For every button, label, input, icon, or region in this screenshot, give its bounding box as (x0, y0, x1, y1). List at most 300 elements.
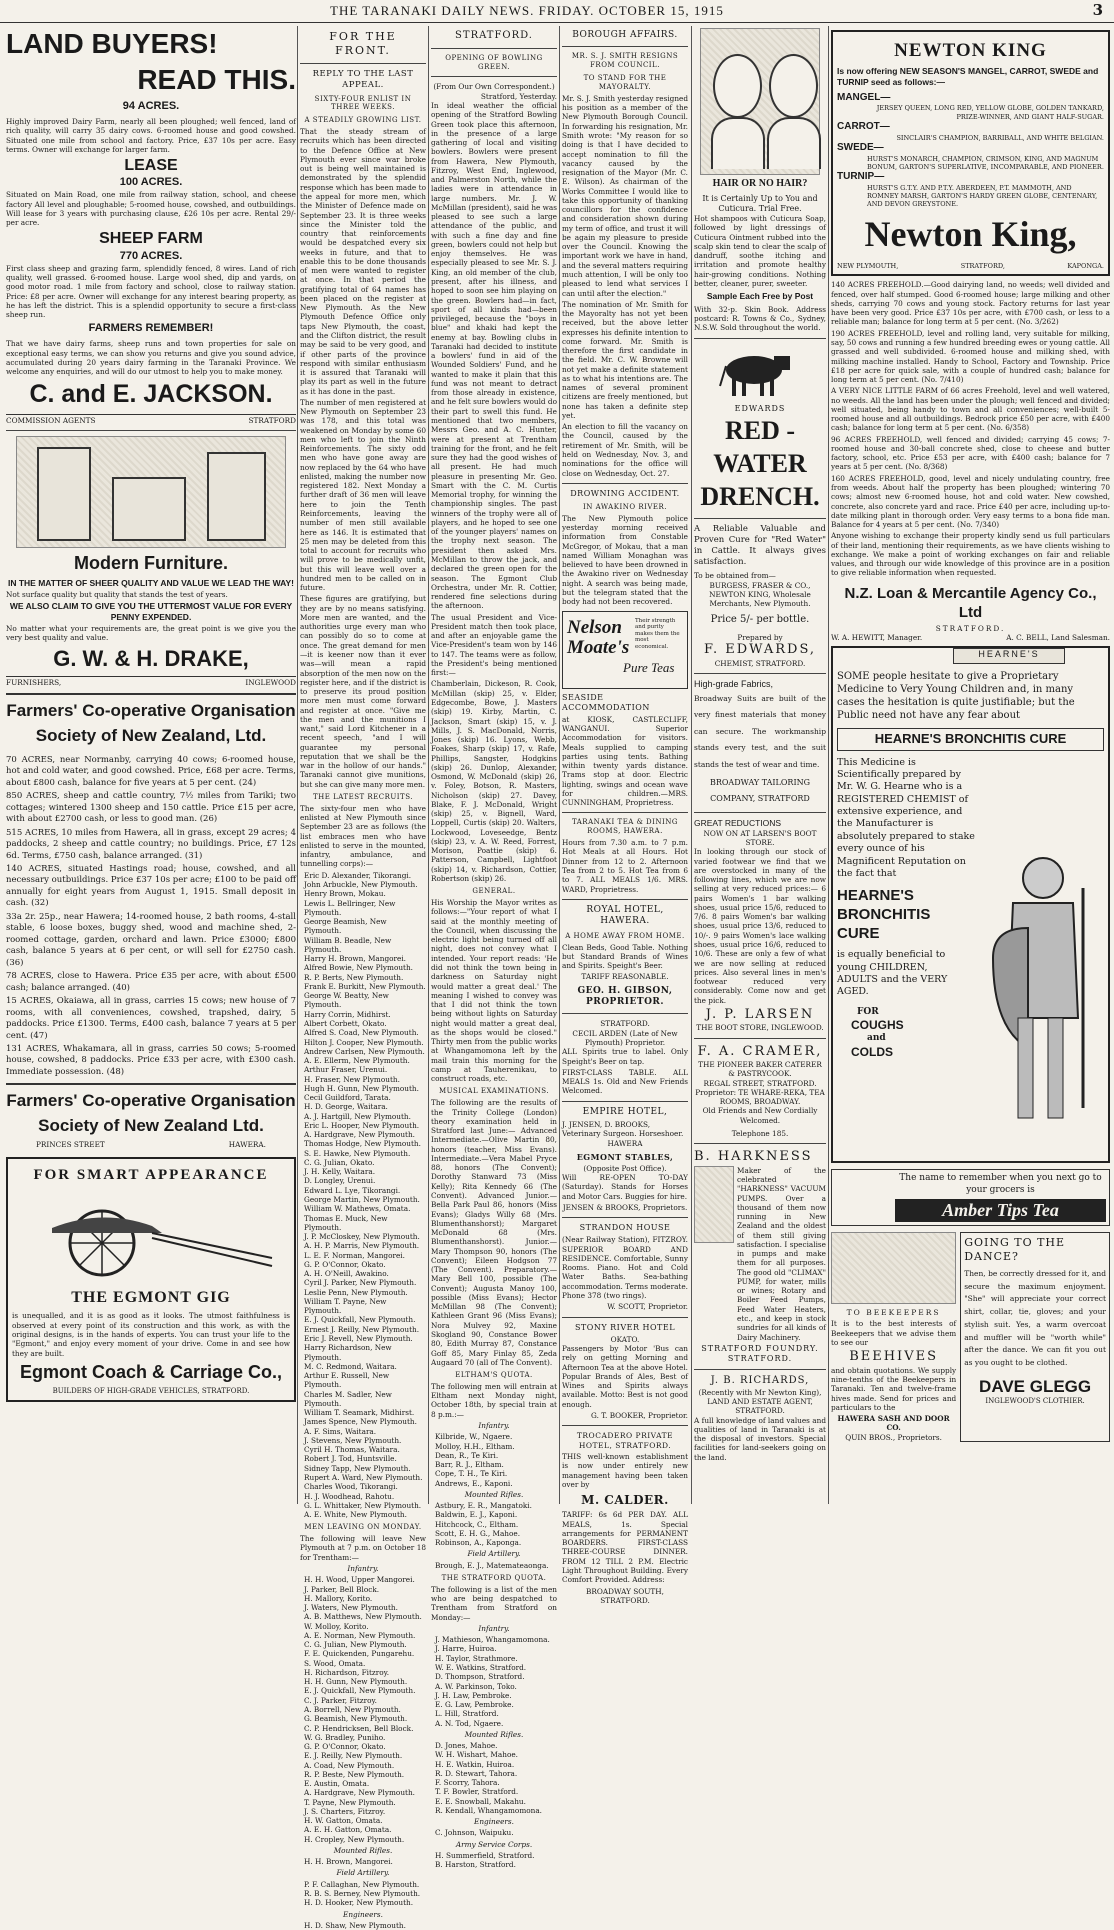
ad-subheading: It is Certainly Up to You and Cuticura. Trial Free. (702, 193, 818, 213)
property-listing: 850 ACRES, sheep and cattle country, 7½ miles from Tariki; two cottages; wintered 1300 sheep and 150 cattle. Price £15 per acre, with about £2700 cash, or less to good man. (26) (6, 791, 296, 825)
ad-text: ALL Spirits true to label. Only Speight's Beer on tap. (562, 1047, 688, 1066)
recruit-name: E. E. Snowball, Makahu. (435, 1796, 526, 1806)
egmont-gig-text: is unequalled, and it is as good as it looks. The utmost faithfulness is observed at every point of its construction and this work, as with the original designs, is in the hands of experts. You can trust your life to the "Egmont," and enjoy every moment of your drive. Come in and see how they are built. (12, 1311, 290, 1358)
jackson-name: C. and E. JACKSON. (29, 380, 273, 409)
recruit-name: C. Johnson, Waipuku. (435, 1828, 514, 1838)
recruit-name: H. Summerfield, Stratford. (435, 1851, 535, 1861)
recruit-name: William W. Mathews, Omata. (304, 1204, 411, 1214)
ad-text: (Near Railway Station), FITZROY. SUPERIOR BOARD AND RESIDENCE. Comfortable, Sunny Rooms. Piano. Hot and Cold Water Baths. Sea-bathing accommodation. Terms moderate. Phone 378 (two rings). (562, 1235, 688, 1301)
stratford-infantry (435, 1635, 557, 1728)
engineers-list (304, 1921, 426, 1930)
section-heading: DROWNING ACCIDENT. (570, 488, 680, 498)
red-water-drench-ad (694, 344, 826, 668)
recruit-name: H. Cropley, New Plymouth. (304, 1834, 405, 1844)
ad-text: FIRST-CLASS TABLE. ALL MEALS 1s. Old and New Friends Welcomed. (562, 1067, 688, 1096)
ad-text: is equally beneficial to young CHILDREN, ADULTS and the VERY AGED. (837, 949, 948, 998)
page-number: 3 (1092, 1, 1104, 19)
recruit-name: L. Hill, Stratford. (435, 1709, 499, 1719)
land-buyers-title: LAND BUYERS! (6, 28, 218, 59)
cow-illustration (694, 344, 820, 402)
recruit-name: Charles Wood, Tikorangi. (304, 1482, 398, 1492)
cooperative-heading: Farmers' Co-operative Organisation (6, 700, 296, 720)
ad-text: To be obtained from— (694, 571, 776, 581)
ad-text: REGAL STREET, STRATFORD. (703, 1078, 817, 1088)
section-heading: GENERAL. (472, 887, 516, 896)
farm-listings (831, 280, 1110, 529)
recruit-name: Hitchcock, C., Eltham. (435, 1519, 519, 1529)
unit-heading: Infantry. (347, 1563, 379, 1573)
recruit-name: Albert Corbett, Okato. (304, 1018, 387, 1028)
ad-text: (Recently with Mr Newton King), LAND AND ESTATE AGENT, STRATFORD. (698, 1387, 822, 1416)
ad-heading: GREAT REDUCTIONS (694, 818, 782, 828)
recruit-name: D. Thompson, Stratford. (435, 1672, 525, 1682)
lease-acres: 100 ACRES. (119, 176, 183, 189)
ad-text: CHEMIST, STRATFORD. (714, 658, 806, 668)
newspaper-title: THE TARANAKI DAILY NEWS. FRIDAY. OCTOBER 15, 1915 (330, 3, 724, 18)
stratford-engineers (435, 1828, 557, 1837)
farmers-remember-text: That we have dairy farms, sheep runs and town properties for sale on exceptional easy terms, we can show you returns and give you sound advice, accumulated during 20 years dairy farming in the Taranaki Province. We welcome any enquiries, and will do our utmost to help you to make money. (6, 339, 296, 377)
cure-text: CURE (837, 925, 880, 943)
ad-text: THE PIONEER BAKER CATERER & PASTRYCOOK. (698, 1060, 822, 1079)
article-deck: A STEADILY GROWING LIST. (304, 116, 422, 125)
recruit-name: H. H. Gunn, New Plymouth. (304, 1677, 408, 1687)
article-paragraph: His Worship the Mayor writes as follows:—"Your report of what I said at the monthly meeting of the Council, when discussing the electric light being turned off all night, does not convey what I intended. Your report reads: 'He did not think the town being in darkness on Saturday night would matter a great deal.' The meaning I wished to convey was that I did not think the town being without lights on Saturday night would matter a great deal, as the shops would be closed." Thirty men from the public works at Whangamomona left by the mail train this morning for the camp at Tauherenikau, to construct roads, etc. (431, 898, 557, 1084)
ad-text: CECIL ARDEN (Late of New Plymouth) Proprietor. (572, 1028, 678, 1047)
section-heading: THE LATEST RECRUITS. (312, 792, 413, 801)
ad-heading: Sample Each Free by Post (706, 291, 814, 302)
masthead (0, 0, 1114, 23)
unit-heading: Mounted Rifles. (333, 1845, 393, 1855)
recruit-name: A. Borrell, New Plymouth. (304, 1704, 401, 1714)
seed-category: MANGEL— (837, 91, 891, 103)
town: STRATFORD, (960, 262, 1005, 271)
ad-text: Passengers by Motor 'Bus can rely on getting Morning and Afternoon Tea at the above Hotel. Popular Brands of Ales, Best of Wines and Spirits always available. Motto: Best is not good enough. (562, 1343, 688, 1409)
recruit-name: W. E. Watkins, Stratford. (435, 1662, 527, 1672)
farm-listing: 96 ACRES FREEHOLD, well fenced and divided; carrying 45 cows; 7-roomed house and 30-ball concrete shed, close to cheese and butter factory, school, etc. Price £53 per acre, with £400 cash; balance for 7 years at 5 per cent. (No. 8/368) (831, 434, 1110, 472)
unit-heading: Mounted Rifles. (464, 1729, 524, 1739)
chemist-name: F. EDWARDS, (703, 642, 817, 658)
seed-varieties: HURST'S MONARCH, CHAMPION, CRIMSON, KING, AND MAGNUM BONUM, GARTON'S SUPERLATIVE, INCOMPARABLE, AND PIONEER. (867, 154, 1104, 171)
recruit-name: H. Fraser, New Plymouth. (304, 1074, 400, 1084)
recruit-name: R. B. S. Berney, New Plymouth. (304, 1889, 421, 1899)
article-paragraph: The number of men registered at New Plymouth on September 23 was 178, and this total was weakened on Monday by some 60 men who left to join the Ninth Reinforcements. The sixty odd men who have gone away are now replaced by the 64 who have enlisted, making the number now registered 182. Next Monday a further draft of 36 men will leave here to join the Tenth Reinforcements, leaving the number of men still available here as 146. It is estimated that 25 men may be deleted from this total to account for recruits who will prove to be medically unfit, but this will leave well over a hundred men to be called on in future. (300, 397, 426, 593)
recruit-name: A. H. P. Marris, New Plymouth. (304, 1241, 420, 1251)
recruit-name: J. H. Kelly, Waitara. (304, 1167, 376, 1177)
recruit-name: Sidney Tapp, New Plymouth. (304, 1463, 411, 1473)
article-subheading: MR. S. J. SMITH RESIGNS FROM COUNCIL. (571, 52, 679, 70)
bronchitis-text: BRONCHITIS (837, 906, 931, 924)
article-heading: FOR THE FRONT. (329, 30, 397, 57)
property-listing: 15 ACRES, Okaiawa, all in grass, carries 15 cows; new house of 7 rooms, with all conveniences, cowshed, trapshed, dairy, 5 paddocks. Price £1300. Terms, £400 cash, balance 7 years at 5 per cent. (47) (6, 996, 296, 1041)
lease-heading: LEASE (124, 157, 178, 175)
recruit-name: Edward L. Lye, Tikorangi. (304, 1185, 401, 1195)
ad-text: BURGESS, FRASER & CO., NEWTON KING, Wholesale Merchants, New Plymouth. (709, 580, 811, 609)
property-listing: 140 ACRES, situated Hastings road; house, cowshed, and all necessary outbuildings. Price £37 10s per acre; £100 to be paid off annually for eight years from August 1, 1915. Small deposit in cash. (32) (6, 863, 296, 909)
column-ads-right (831, 26, 1110, 1504)
recruit-name: Baldwin, E. J., Kaponi. (435, 1510, 518, 1520)
smart-appearance-heading: FOR SMART APPEARANCE (33, 1166, 269, 1183)
colds-text: COLDS (851, 1044, 893, 1059)
ad-town: STRATFORD. (935, 623, 1006, 633)
recruit-name: A. E. White, New Plymouth. (304, 1510, 407, 1520)
column-land-ads (6, 26, 296, 1504)
recruit-name: S. Wood, Omata. (304, 1658, 366, 1668)
eltham-infantry (435, 1432, 557, 1488)
cuticura-ad (694, 28, 826, 333)
section-heading: MEN LEAVING ON MONDAY. (304, 1523, 422, 1532)
ad-text: It is to the best interests of Beekeepers that we advise them to see our (831, 1319, 957, 1348)
unit-heading: Infantry. (478, 1420, 510, 1430)
hearnes-tab: HEARNE'S (953, 648, 1065, 664)
ad-text: Hours from 7.30 a.m. to 7 p.m. Hot Meals at all Hours. Hot Dinner from 12 to 2. Afternoon Tea from 2 to 5. Hot Tea from 6 to 7. ALL MEALS 1/6. MRS. WARD, Proprietress. (562, 838, 688, 894)
newton-king-ad (831, 30, 1110, 276)
recruit-name: George W. Beatty, New Plymouth. (304, 991, 389, 1010)
article-heading: STRATFORD. (455, 30, 533, 41)
recruit-list (304, 871, 426, 1520)
article-subheading: OPENING OF BOWLING GREEN. (445, 53, 543, 71)
stratford-mounted (435, 1741, 557, 1815)
furniture-slogan: IN THE MATTER OF SHEER QUALITY AND VALUE WE LEAD THE WAY! (7, 578, 295, 589)
ad-heading: HAIR OR NO HAIR? (712, 178, 808, 189)
recruit-name: Thomas E. Muck, New Plymouth. (304, 1213, 388, 1232)
ad-heading: EMPIRE HOTEL, (582, 1106, 668, 1117)
ad-text: With 32-p. Skin Book. Address postcard: R. Towns & Co., Sydney, N.S.W. Sold throughout the world. (694, 304, 826, 333)
cooperative-town: HAWERA. (228, 1139, 266, 1149)
recruit-name: C. J. Parker, Fitzroy. (304, 1695, 377, 1705)
article-paragraph: In ideal weather the official opening of the Stratford Bowling Green took place this afternoon, in the presence of a large gathering of local and visiting bowlers. Bowlers were present from Hawera, New Plymouth, Fitzroy, West End, Inglewood, and Palmerston North, while the ladies were in attendance in large numbers. Mr. J. W. McMillan (president), said he was pleased to see such a large attendance of the public, and with such a fine day and fine green, bowlers could not help but enjoy themselves. He was especially pleased to see Mr. S. J. King, an old member of the club, present, after his illness, and hoped to soon see him playing on the green. Bowlers had—in fact, sport of all kinds had—been privileged, because the "boys in blue" and khaki had kept the enemy at bay. Bowling clubs in Taranaki had decided to institute a bowlers' fund in aid of the Wounded Soldiers' Fund, and he wanted to make it plain that this fund was not meant to detract from those already in existence, and he felt sure bowlers would do their part to swell this fund. He mentioned that two members, Messrs Geo. and A. C. Hunter, were at present at Trentham training for the front, and he felt sure they had the good wishes of all present. He had much pleasure in presenting Mr. Geo. Smart with the C. M. Curtis Memorial trophy, for winning the championship singles. The past winners of the trophy were all of players, and he hoped to see one of the younger players' names on the trophy next season. The president then asked Mrs. McMillan to throw the jack, and declared the green open for the season. The Egmont Club Orchestra, under Mr. R. Cottier, rendered fine selections during the afternoon. (431, 100, 558, 611)
recruit-name: William B. Beadle, New Plymouth. (304, 935, 392, 954)
ad-text: (Opposite Post Office). (583, 1163, 667, 1173)
furniture-text: Not surface quality but quality that stands the test of years. (6, 590, 228, 600)
ad-text: Old Friends and New Cordially Welcomed. (702, 1106, 818, 1125)
recruit-name: W. Molloy, Korito. (304, 1621, 369, 1631)
recruit-name: Brough, E. J., Matemateaonga. (435, 1560, 549, 1570)
broadway-tailoring-ad (694, 679, 826, 807)
ad-text: INGLEWOOD'S CLOTHIER. (985, 1397, 1085, 1406)
lease-description: Situated on Main Road, one mile from railway station, school, and cheese factory All level and ploughable; 5-roomed house, cowshed, and outbuildings. Will lease for 3 years with purchasing clause, £26 10s per acre. Rental 29/- per acre. (6, 190, 296, 228)
section-heading: MUSICAL EXAMINATIONS. (438, 1087, 550, 1096)
dateline: Stratford, Yesterday. (480, 91, 557, 101)
recruit-name: Alfred S. Coad, New Plymouth. (304, 1028, 419, 1038)
farm-listing: 160 ACRES FREEHOLD, good, level and nicely undulating country, free from weeds. About half the property has been ploughed; wintering 70 cows; almost new 6-roomed house, hot and cold water. New cowshed, concrete, also concrete yard and race. Price £40 per acre, including up-to-date milking plant in thorough order. Very easy terms to a bona fide man. Balance for 4 years at 5 per cent. (No. 7/340) (831, 473, 1110, 530)
sheep-farm-description: First class sheep and grazing farm, splendidly fenced, 8 wires. Land of rich quality, well grassed. 6-roomed house. Large wool shed, dip and yards, on good motor road. 1 mile from factory and school, close to railway station. Price: £8 per acre. Owner will exchange for any interest bearing property, as he has left the district. This is a splendid opportunity to secure a first-class sheep run. (6, 263, 296, 320)
recruit-name: G. Beamish, New Plymouth. (304, 1714, 408, 1724)
recruit-name: E. G. Law, Pembroke. (435, 1700, 514, 1710)
ad-subheading: A HOME AWAY FROM HOME. (565, 931, 685, 940)
recruit-name: G. L. Whittaker, New Plymouth. (304, 1500, 422, 1510)
farm-description: Highly improved Dairy Farm, nearly all been ploughed; well fenced, land of rich quality, will carry 35 dairy cows. 6-roomed house and good cowshed. Situated one mile from school and factory. Price, £37 10s per acre. Easy terms. Owner will exchange for larger farm. (6, 117, 296, 154)
column-for-the-front (300, 26, 426, 1930)
recruit-name: Astbury, E. R., Mangatoki. (435, 1501, 532, 1511)
article-paragraph: Chamberlain, Dickeson, R. Cook, McMillan (skip) 25, v. Elder, Edgecombe, Bowe, J. Masters (skip) 19. Kirby, Martin, C. Jackson, Smart (skip) 15, v. J. Mills, J. S. MacDonald, Norris, Jones (skip) 16. Lyons, Webb, Foakes, Sharp (skip) 17, v. Rafe, Phillips, Sangster, Hodgkins (skip) 26. Dunlop, Alexander, Osmond, W. McDonald (skip) 26, v. Foley, Botson, R. Masters, Nicholson (skip) 27. Davey, Blake, F. J. McDonald, Wright (skip) 25, v. Bignell, Ward, Loppell, Curtis (skip) 20. Walters, Lockwood, Loveseedge, Bentz (skip) 23, v. A. W. Reed, Forrest, Morison, Poattie (skip) 6. Patterson, Campbell, Lightfoot (skip) 14, v. Richardson, Cottier, Robertson (skip) 26. (431, 679, 557, 884)
hearnes-name: HEARNE'S (837, 887, 914, 905)
recruit-name: A. B. Matthews, New Plymouth. (304, 1612, 422, 1622)
recruit-name: D. Longley, Urenui. (304, 1176, 376, 1186)
drake-name: G. W. & H. DRAKE, (53, 646, 249, 672)
tea-tagline: Their strength and purity makes them the most economical. (635, 617, 680, 650)
ad-heading: SEASIDE ACCOMMODATION (562, 692, 650, 712)
recruit-name: Cope, T. H., Te Kiri. (435, 1469, 508, 1479)
amber-tips-logo: Amber Tips Tea (895, 1199, 1106, 1222)
ad-text: A Reliable Valuable and Proven Cure for "Red Water" in Cattle. It always gives satisfaction. (694, 524, 826, 567)
farm-listing: A VERY NICE LITTLE FARM of 66 acres Freehold, level and well watered, no weeds. All the land has been under the plough; well fenced and divided; well situated, being handy to town and all conveniences; well-built 5-roomed house and all outbuildings. Bedrock price £50 per acre, with £400 cash; balance for long term at 5 per cent. (No. 6/358) (831, 386, 1110, 433)
ad-text: TARIFF REASONABLE. (581, 972, 669, 982)
recruit-name: H. H. Wood, Upper Mangorei. (304, 1575, 415, 1585)
recruit-name: G. P. O'Connor, Okato. (304, 1742, 386, 1752)
pure-teas-text: Pure Teas (623, 659, 675, 675)
ad-text: THIS well-known establishment is now under entirely new management having been taken over by (562, 1452, 688, 1489)
ad-text: Veterinary Surgeon. Horseshoer. (562, 1129, 684, 1139)
stratford-asc (435, 1851, 557, 1870)
ad-text: Prepared by (737, 633, 783, 643)
recruit-name: W. H. Wishart, Mahoe. (435, 1750, 518, 1760)
recruit-name: L. E. F. Norman, Mangorei. (304, 1250, 405, 1260)
recruit-name: H. D. George, Waitara. (304, 1102, 388, 1112)
recruit-name: William T. Seamark, Midhirst. (304, 1408, 415, 1418)
article-paragraph: The following will leave New Plymouth at 7 p.m. on October 18 for Trentham:— (300, 1534, 426, 1562)
recruit-name: Barr, R. J., Eltham. (435, 1460, 504, 1470)
furniture-ad (6, 436, 296, 687)
property-listing: 33a 2r. 25p., near Hawera; 14-roomed house, 2 bath rooms, 4-stall stable, 6 loose boxes, buggy shed, wood and machine shed, 2-roomed cottage, garden, orchard and lawn. Price £3000; £800 cash, balance 5 years at 6 per cent, or will sell for £2750 cash. (36) (6, 911, 296, 968)
recruit-name: G. P. O'Connor, Okato. (304, 1259, 386, 1269)
proprietor-name: W. SCOTT, Proprietor. (607, 1302, 688, 1312)
recruit-name: T. F. Bowler, Stratford. (435, 1787, 519, 1797)
recruit-name: J. Waters, New Plymouth. (304, 1603, 398, 1613)
article-paragraph: The usual President and Vice-President match then took place, and after an enjoyable game the Vice-President's team won by 146 to 147. The teams were as follow, the President's being mentioned first:— (431, 612, 557, 678)
beehive-illustration (831, 1232, 956, 1304)
recruit-name: F. E. Quickenden, Pungarehu. (304, 1649, 415, 1659)
cooperative-ad (6, 700, 296, 1079)
recruit-name: J. Parker, Bell Block. (304, 1584, 380, 1594)
recruit-name: S. E. Hawke, New Plymouth. (304, 1148, 411, 1158)
ad-text: Proprietor: TE WHARE-REKA, TEA ROOMS, BROADWAY. (695, 1087, 825, 1107)
richards-name: J. B. RICHARDS, (710, 1375, 810, 1387)
cooperative-subheading: Society of New Zealand, Ltd. (35, 726, 267, 746)
proprietor-name: JENSEN & BROOKS, Proprietors. (562, 1203, 688, 1212)
sheep-farm-heading: SHEEP FARM (99, 230, 203, 248)
recruit-name: H. J. Woodhead, Rahotu. (304, 1491, 395, 1501)
recruit-name: A. Hardgrave, New Plymouth. (304, 1130, 415, 1140)
farmers-remember-heading: FARMERS REMEMBER! (88, 322, 214, 335)
article-paragraph: The New Plymouth police yesterday morning received information from Constable McGregor, of Mokau, that a man named William Monaghan was believed to have been drowned in the Awakino river on Wednesday night. A search was being made, but the telegram stated that the body had not been recovered. (562, 513, 688, 607)
article-paragraph: The sixty-four men who have enlisted at New Plymouth since September 23 are as follows (the list embraces men who have enlisted to serve in the mounted, infantry, ambulance, and tunnelling corps):— (300, 803, 426, 869)
portrait-illustration (700, 28, 820, 175)
artillery-list (304, 1880, 426, 1908)
recruit-name: H. D. Hooker, New Plymouth. (304, 1898, 414, 1908)
recruit-name: Andrews, E., Kaponi. (435, 1478, 513, 1488)
recruit-name: J. P. McCloskey, New Plymouth. (304, 1232, 420, 1242)
ad-heading: TARANAKI TEA & DINING ROOMS, HAWERA. (571, 818, 679, 836)
recruit-name: B. Harston, Stratford. (435, 1860, 516, 1870)
ad-text: Broadway Suits are built of the very finest materials that money can secure. The workmanship stands every test, and the suit stands the test of wear and time. (694, 693, 826, 769)
ad-heading: High-grade Fabrics, (694, 679, 774, 690)
ad-heading: ROYAL HOTEL, HAWERA. (586, 904, 664, 927)
column-rule (428, 26, 429, 1504)
article-subheading: REPLY TO THE LAST APPEAL. (312, 68, 414, 90)
nz-loan-heading: N.Z. Loan & Mercantile Agency Co., Ltd (844, 584, 1097, 621)
ad-text: FOR (857, 1006, 879, 1017)
column-rule (828, 26, 829, 1504)
recruit-name: Hugh H. Gunn, New Plymouth. (304, 1083, 419, 1093)
recruit-name: R. P. Beste, New Plymouth. (304, 1769, 405, 1779)
newton-king-signature: Newton King, (864, 214, 1077, 255)
recruit-name: H. H. Brown, Mangorei. (304, 1857, 393, 1867)
article-paragraph: The nomination of Mr. Smith for the Mayoralty has not yet been received, but the above letter expresses his definite intention to come forward. Mr. Smith is therefore the first candidate in the field. Mr. C. W. Browne will not yet make a definite statement as to what his intentions are. The names of several prominent citizens are freely mentioned, but none has taken a definite step yet. (562, 299, 688, 420)
unit-heading: Field Artillery. (336, 1868, 390, 1878)
knight-illustration (983, 848, 1103, 1148)
read-this-title: READ THIS. (137, 63, 296, 95)
column-borough (562, 26, 689, 1605)
ad-text: A full knowledge of land values and qualities of land in Taranaki is at the disposal of investors. Special facilities for land-seekers going on the land. (694, 1415, 826, 1462)
nelson-logo: Nelson (567, 616, 622, 638)
salesman-name: A. C. BELL, Land Salesman. (1006, 633, 1110, 642)
property-listing: 70 ACRES, near Normanby, carrying 40 cows; 6-roomed house, hot and cold water, and good cowshed. Price, £68 per acre. Terms, about £800 cash, balance for five years at 5 per cent. (24) (6, 754, 296, 788)
unit-heading: Field Artillery. (467, 1549, 521, 1559)
ad-town: HAWERA (607, 1138, 643, 1148)
recruit-name: Robert J. Tod, Huntsville. (304, 1454, 397, 1464)
recruit-name: Scott, E. H. G., Mahoe. (435, 1528, 521, 1538)
proprietor-name: QUIN BROS., Proprietors. (845, 1432, 942, 1442)
recruit-name: Arthur Fraser, Urenui. (304, 1065, 388, 1075)
hearnes-heading: HEARNE'S BRONCHITIS CURE (837, 728, 1104, 751)
section-heading: THE STRATFORD QUOTA. (441, 1573, 547, 1582)
recruit-name: Charles M. Sadler, New Plymouth. (304, 1389, 392, 1408)
recruit-name: Arthur E. Russell, New Plymouth. (304, 1371, 390, 1390)
recruit-name: George Beamish, New Plymouth. (304, 917, 387, 936)
seed-varieties: SINCLAIR'S CHAMPION, BARRIBALL, AND WHITE BELGIAN. (896, 133, 1104, 142)
ad-text: and obtain quotations. We supply nine-tenths of the Beekeepers in Taranaki. Ten and twelve-frame hives made. Send for prices and particulars to the (831, 1365, 957, 1412)
ad-text: TARIFF: 6s 6d PER DAY. ALL MEALS, 1s. Special arrangements for PERMANENT BOARDERS. FIRST-CLASS THREE-COURSE DINNER. FROM 12 TILL 2 P.M. Electric Light Throughout Building. Every Comfort Provided. Address: (562, 1510, 688, 1585)
property-list (6, 755, 296, 1079)
dave-glegg-name: DAVE GLEGG (979, 1376, 1092, 1396)
recruit-name: J. H. Law, Pembroke. (435, 1690, 512, 1700)
recruit-name: R. D. Stewart, Tahora. (435, 1768, 518, 1778)
mounted-list (304, 1857, 426, 1866)
seed-varieties: JERSEY QUEEN, LONG RED, YELLOW GLOBE, GOLDEN TANKARD, PRIZE-WINNER, AND GIANT HALF-SUGAR. (876, 104, 1104, 121)
recruit-name: E. Austin, Omata. (304, 1779, 370, 1789)
harkness-ad (694, 1149, 826, 1364)
ad-heading: GOING TO THE DANCE? (964, 1235, 1066, 1263)
egmont-coach-name: Egmont Coach & Carriage Co., (19, 1361, 283, 1382)
recruit-name: H. E. Watkin, Huiroa. (435, 1759, 515, 1769)
recruit-name: Andrew Carlsen, New Plymouth. (304, 1046, 425, 1056)
recruit-name: R. Kendall, Whangamomona. (435, 1805, 542, 1815)
recruit-name: F. Scorry, Tahora. (435, 1778, 500, 1788)
property-listing: 515 ACRES, 10 miles from Hawera, all in grass, except 29 acres; 4 paddocks, 2 sheep and cattle country; no buildings. Price, £7 12s 6d. Terms, £750 cash, balance arranged. (31) (6, 827, 296, 861)
harkness-name: B. HARKNESS (694, 1149, 813, 1165)
ad-text: Is now offering NEW SEASON'S MANGEL, CARROT, SWEDE and TURNIP seed as follows:— (837, 66, 1099, 87)
seed-category: TURNIP— (837, 171, 885, 182)
recruit-name: A. N. Tod, Ngaere. (435, 1718, 504, 1728)
recruit-name: D. Jones, Mahoe. (435, 1741, 498, 1751)
land-buyers-ad (6, 26, 296, 425)
recruit-name: Dean, R., Te Kiri. (435, 1450, 499, 1460)
ad-heading: STONY RIVER HOTEL (574, 1322, 676, 1332)
recruit-name: C. G. Julian, Okato. (304, 1157, 375, 1167)
recruit-name: A. Coad, New Plymouth. (304, 1760, 395, 1770)
recruit-name: W. G. Bradley, Puniho. (304, 1732, 386, 1742)
recruit-name: E. J. Reilly, New Plymouth. (304, 1751, 403, 1761)
article-paragraph: These figures are gratifying, but they are by no means satisfying. More men are wanted, and the authorities urge every man who can possibly do so to come at once. The great demand for men—it is keener now than it ever was—will mean a rapid absorption of the men now on the register here, and if the district is to preserve its proud position more men must come forward and register at once. "Give me the men and the munitions I want," said Lord Kitchener in a recent speech, "and I will guarantee my personal reputation that we shall be the war in the hollow of our hands." Taranaki cannot give munitions, but she can give many more men. (300, 594, 426, 789)
recruit-name: Henry Brown, Mokau. (304, 889, 386, 899)
article-paragraph: An election to fill the vacancy on the Council, caused by the retirement of Mr. Smith, will be held on Wednesday, Nov. 3, and nominations for the office will close on Wednesday, Oct. 27. (562, 422, 688, 478)
ad-text: Anyone wishing to exchange their property kindly send us full particulars of their land, mentioning their requirements, as we have clients wishing to exchange. We make a point of working exchanges on fair and reliable values, and through our wide knowledge of this province are in a position to give reliable information when requested. (831, 531, 1110, 578)
article-heading: BOROUGH AFFAIRS. (572, 30, 678, 40)
article-subheading: TO STAND FOR THE MAYORALTY. (583, 74, 667, 92)
proprietor-name: GEO. H. GIBSON, PROPRIETOR. (577, 985, 673, 1008)
beehives-ad (831, 1232, 956, 1442)
ad-text: Hot shampoos with Cuticura Soap, followed by light dressings of Cuticura Ointment rubbed into the scalp skin tend to clear the scalp of dandruff, soothe itching and irritation and promote healthy hair-growing conditions. Nothing better, cleaner, purer, sweeter. (694, 214, 826, 288)
correspondent-line: (From Our Own Correspondent.) (433, 82, 555, 92)
recruit-name: Eric D. Alexander, Tikorangi. (304, 870, 412, 880)
article-deck: SIXTY-FOUR ENLIST IN THREE WEEKS. (314, 94, 412, 112)
recruit-name: J. S. Charters, Fitzroy. (304, 1806, 386, 1816)
ad-text: Clean Beds, Good Table. Nothing but Standard Brands of Wines and Spirits. Speight's Beer. (562, 942, 688, 971)
drake-town: INGLEWOOD (245, 678, 296, 688)
furniture-heading: Modern Furniture. (74, 553, 228, 574)
ad-heading: EGMONT STABLES, (576, 1151, 674, 1162)
recruit-name: E. J. Quickfall, New Plymouth. (304, 1686, 416, 1696)
seed-category: CARROT— (837, 120, 890, 132)
farm-listing: 190 ACRES FREEHOLD, level and rolling land, very suitable for milking, say, 50 cows and running a few hundred breeding ewes or young cattle. All grassed and well subdivided. 6-roomed house and milking shed, with milking machine installed. Handy to School, Factory and Township. Price £18 per acre for quick sale, with a couple of hundred cash; balance for long term at 5 per cent. (No. 7/410) (831, 328, 1110, 385)
ad-town: STRATFORD. (600, 1019, 650, 1029)
recruit-name: A. Hardgrave, New Plymouth. (304, 1788, 415, 1798)
recruit-name: Ernest J. Reilly, New Plymouth. (304, 1324, 420, 1334)
ad-address: BROADWAY SOUTH, STRATFORD. (586, 1586, 664, 1605)
recruit-name: Harry Corrin, Midhirst. (304, 1009, 391, 1019)
recruit-name: Lewis L. Bellringer, New Plymouth. (304, 898, 396, 917)
town: KAPONGA. (1067, 262, 1104, 271)
richards-ad (694, 1375, 826, 1462)
recruit-name: Robinson, A., Kaponga. (435, 1538, 522, 1548)
furniture-text-2: No matter what your requirements are, the great point is we give you the very best quality and value. (6, 623, 296, 643)
unit-heading: Army Service Corps. (455, 1839, 533, 1849)
manager-name: W. A. HEWITT, Manager. (831, 633, 923, 642)
recruit-name: Harry H. Brown, Mangorei. (304, 954, 407, 964)
ad-text: Maker of the celebrated "HARKNESS" VACUUM PUMPS. Over a thousand of them now running in New Zealand and the oldest of them still giving satisfaction. I specialise in pumps and make them for all purposes. The good old "CLIMAX" PUMP, for water, mills or wines; Rotary and Boiler Feed Pumps, Feed Water Heaters, etc., and keep in stock sundries for all kinds of Dairy Machinery. (737, 1165, 826, 1342)
town: NEW PLYMOUTH, (837, 262, 899, 271)
unit-heading: Mounted Rifles. (464, 1489, 524, 1499)
sheep-farm-acres: 770 ACRES. (119, 249, 183, 262)
section-subheading: IN AWAKINO RIVER. (582, 502, 668, 511)
cooperative-subheading: Society of New Zealand Ltd. (38, 1115, 264, 1135)
ad-text: Then, be correctly dressed for it, and secure the maximum enjoyment. "She" will appreciate your correct shirt, collar, tie, gloves; and your stylish suit. Yes, a warm overcoat and muffler will be "worth while" after the dance. We can fit you out as you ought to be clothed. (964, 1268, 1106, 1368)
ad-heading: TROCADERO PRIVATE HOTEL, STRATFORD. (576, 1431, 674, 1450)
amber-tips-ad (831, 1169, 1110, 1226)
eltham-artillery (435, 1561, 557, 1570)
recruit-name: Hilton J. Cooper, New Plymouth. (304, 1037, 424, 1047)
recruit-name: H. W. Gatton, Omata. (304, 1816, 383, 1826)
recruit-name: Leslie Penn, New Plymouth. (304, 1287, 408, 1297)
ad-text: Will RE-OPEN TO-DAY (Saturday). Stands for Horses and Motor Cars. Buggies for hire. (562, 1173, 688, 1201)
column-stratford (431, 26, 558, 1870)
recruit-name: Molloy, H.H., Eltham. (435, 1441, 515, 1451)
gig-illustration (12, 1188, 282, 1283)
column-rule (559, 26, 560, 1504)
edwards-label: EDWARDS (734, 403, 786, 413)
moates-logo: Moate's (567, 636, 630, 658)
beehives-heading: BEEHIVES (849, 1349, 938, 1365)
recruit-name: C. G. Julian, New Plymouth. (304, 1640, 407, 1650)
egmont-coach-sub: BUILDERS OF HIGH-GRADE VEHICLES, STRATFORD. (52, 1386, 250, 1395)
recruit-name: Cecil Guildford, Tarata. (304, 1093, 391, 1103)
recruit-name: Cyril J. Parker, New Plymouth. (304, 1278, 417, 1288)
column-rule (297, 26, 298, 1504)
unit-heading: Engineers. (343, 1909, 383, 1919)
recruit-name: A. H. O'Neill, Awakino. (304, 1269, 389, 1279)
recruit-name: P. F. Callaghan, New Plymouth. (304, 1879, 420, 1889)
ad-text: STRATFORD FOUNDRY. STRATFORD. (701, 1343, 819, 1363)
